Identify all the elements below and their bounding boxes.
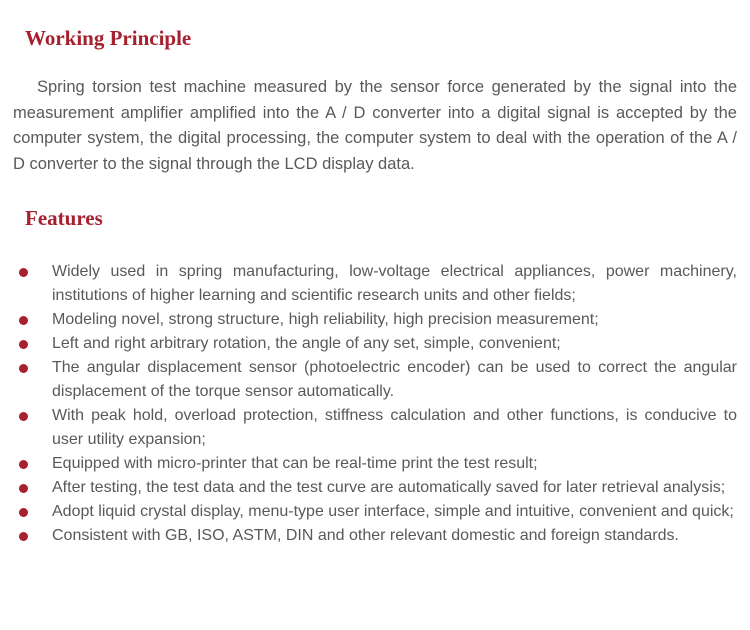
feature-text: With peak hold, overload protection, stiffness calculation and other functions, is conducive to user utility expansion; <box>52 407 737 448</box>
working-principle-paragraph: Spring torsion test machine measured by the sensor force generated by the signal into the measurement amplifier amplified into the A / D converter into a digital signal is accepted by the computer system, the digital processing, the computer system to deal with the operation of the A / D converter to the signal through the LCD display data. <box>13 78 737 173</box>
list-item <box>13 500 737 524</box>
list-item <box>13 332 737 356</box>
bullet-icon <box>19 340 28 349</box>
list-item <box>13 452 737 476</box>
feature-text: The angular displacement sensor (photoelectric encoder) can be used to correct the angular displacement of the torque sensor automatically. <box>52 359 737 400</box>
features-heading: Features <box>25 206 103 230</box>
list-item <box>13 308 737 332</box>
feature-text: After testing, the test data and the test curve are automatically saved for later retrieval analysis; <box>52 479 726 496</box>
bullet-icon <box>19 316 28 325</box>
feature-text: Equipped with micro-printer that can be real-time print the test result; <box>52 455 538 472</box>
bullet-icon <box>19 460 28 469</box>
bullet-icon <box>19 412 28 421</box>
feature-text: Consistent with GB, ISO, ASTM, DIN and other relevant domestic and foreign standards. <box>52 527 679 544</box>
list-item <box>13 476 737 500</box>
list-item <box>13 524 737 548</box>
bullet-icon <box>19 484 28 493</box>
feature-text: Modeling novel, strong structure, high reliability, high precision measurement; <box>52 311 599 328</box>
bullet-icon <box>19 532 28 541</box>
feature-text: Widely used in spring manufacturing, low-voltage electrical appliances, power machinery, institutions of higher learning and scientific research units and other fields; <box>52 263 737 304</box>
working-principle-heading: Working Principle <box>25 26 192 50</box>
feature-text: Adopt liquid crystal display, menu-type user interface, simple and intuitive, convenient and quick; <box>52 503 734 520</box>
feature-text: Left and right arbitrary rotation, the angle of any set, simple, convenient; <box>52 335 561 352</box>
bullet-icon <box>19 508 28 517</box>
list-item <box>13 404 737 452</box>
features-list <box>13 260 737 548</box>
list-item <box>13 356 737 404</box>
bullet-icon <box>19 364 28 373</box>
bullet-icon <box>19 268 28 277</box>
list-item <box>13 260 737 308</box>
